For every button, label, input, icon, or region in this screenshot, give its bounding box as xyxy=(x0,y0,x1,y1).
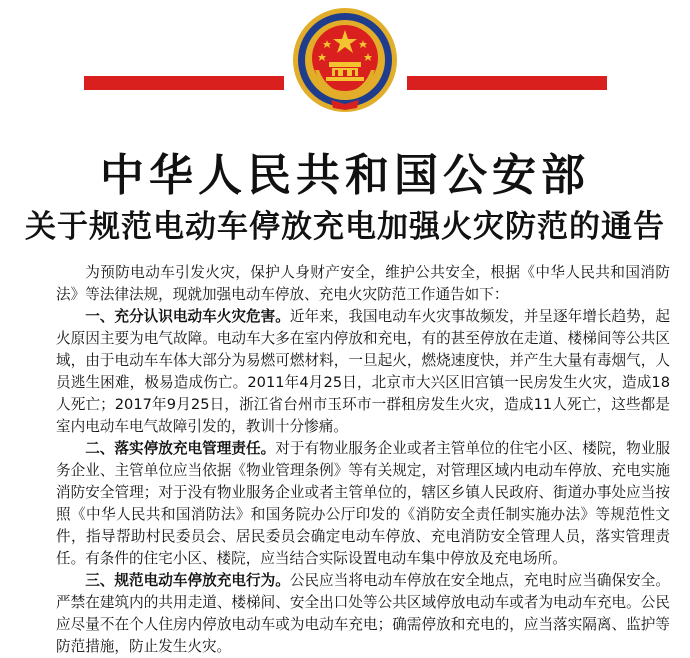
section-text-3: 公民应当将电动车停放在安全地点，充电时应当确保安全。严禁在建筑内的共用走道、楼梯间、安全出口处等公共区域停放电动车或者为电动车充电。公民应尽量不在个人住房内停放电动车或为电动车充电；确需停放和充电的，应当落实隔离、监护等防范措施，防止发生火灾。 xyxy=(56,572,670,655)
section-heading-3: 三、规范电动车停放充电行为。 xyxy=(85,572,290,589)
police-emblem-icon xyxy=(291,6,399,114)
header-red-bar-left xyxy=(84,76,284,90)
section-heading-2: 二、落实停放充电管理责任。 xyxy=(85,440,276,457)
intro-paragraph: 为预防电动车引发火灾，保护人身财产安全，维护公共安全，根据《中华人民共和国消防法》等法律法规，现就加强电动车停放、充电火灾防范工作通告如下： xyxy=(56,264,670,303)
section-paragraph-3 xyxy=(56,570,670,658)
page-title-notice: 关于规范电动车停放充电加强火灾防范的通告 xyxy=(25,209,665,245)
section-heading-1: 一、充分认识电动车火灾危害。 xyxy=(85,308,290,325)
section-paragraph-1 xyxy=(56,306,670,438)
page-title-ministry: 中华人民共和国公安部 xyxy=(100,150,590,201)
section-paragraph-2 xyxy=(56,438,670,570)
header-red-bar-right xyxy=(407,76,607,90)
section-text-2: 对于有物业服务企业或者主管单位的住宅小区、楼院，物业服务企业、主管单位应当依据《物业管理条例》等有关规定，对管理区域内电动车停放、充电实施消防安全管理；对于没有物业服务企业或者主管单位的，辖区乡镇人民政府、街道办事处应当按照《中华人民共和国消防法》和国务院办公厅印发的《消防安全责任制实施办法》等规范性文件，指导帮助村民委员会、居民委员会确定电动车停放、充电消防安全管理人员，落实管理责任。有条件的住宅小区、楼院，应当结合实际设置电动车集中停放及充电场所。 xyxy=(56,440,670,567)
section-text-1: 近年来，我国电动车火灾事故频发，并呈逐年增长趋势，起火原因主要为电气故障。电动车大多在室内停放和充电，有的甚至停放在走道、楼梯间等公共区域，由于电动车车体大部分为易燃可燃材料，一旦起火，燃烧速度快，并产生大量有毒烟气，人员逃生困难，极易造成伤亡。2011年4月25日，北京市大兴区旧宫镇一民房发生火灾，造成18人死亡；2017年9月25日，浙江省台州市玉环市一群租房发生火灾，造成11人死亡，这些都是室内电动车电气故障引发的，教训十分惨痛。 xyxy=(56,308,670,435)
